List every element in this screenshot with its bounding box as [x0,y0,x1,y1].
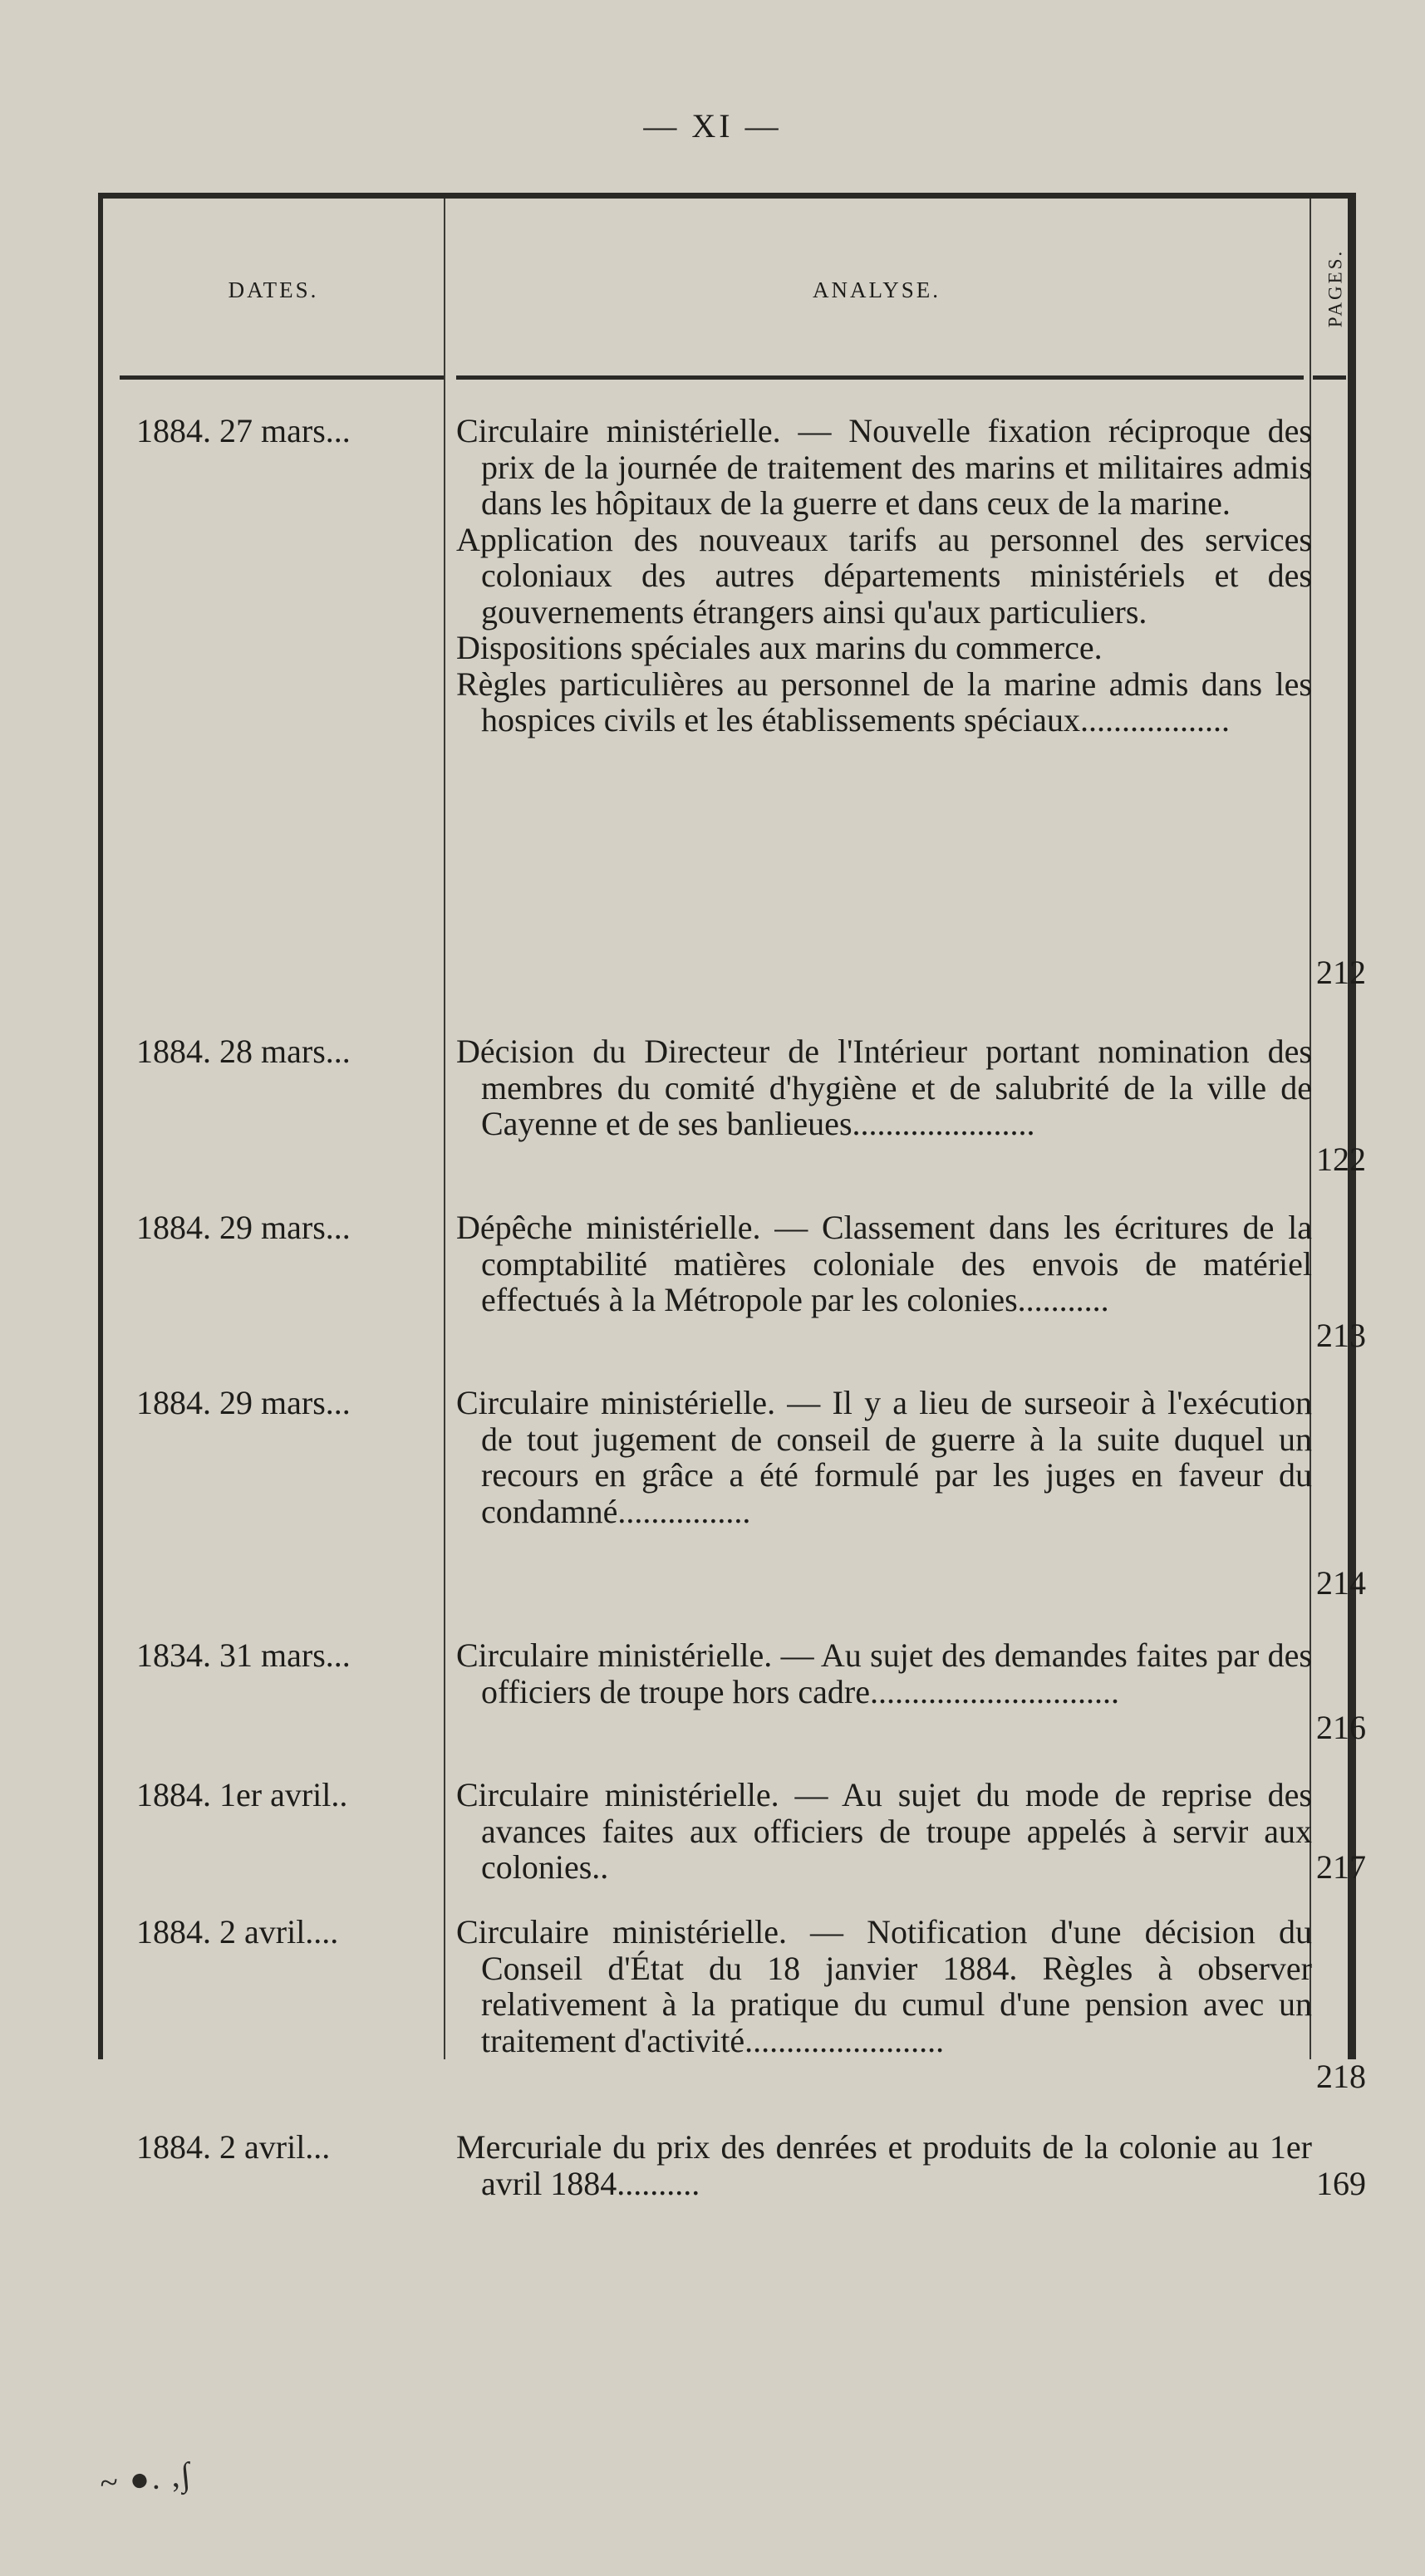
header-pages [1324,223,1346,352]
index-table [98,193,1366,2202]
entry-paragraph: Application des nouveaux tarifs au personnel des services coloniaux des autres départements ministériels et des gouvernements étrangers ainsi qu'aux particuliers. [456,520,1312,631]
entry-paragraph: Mercuriale du prix des denrées et produits de la colonie au 1er avril 1884.......... [456,2128,1312,2202]
entry-analyse [456,1777,1312,1886]
entry-date: 1834. 31 mars... [136,1636,351,1674]
entry-paragraph: Décision du Directeur de l'Intérieur portant nomination des membres du comité d'hygiène et de salubrité de la ville de Cayenne et de ses banlieues...................... [456,1033,1312,1142]
ink-smudge-mark: ~ ●. ,∫ [97,2455,194,2502]
entry-paragraph: Circulaire ministérielle. — Il y a lieu de surseoir à l'exécution de tout jugement de conseil de guerre à la suite duquel un recours en grâce a été formulé par les juges en faveur du condamné................ [456,1384,1312,1530]
entry-analyse [456,2129,1312,2201]
entry-analyse [456,1637,1312,1710]
header-pages-label: PAGES. [1324,248,1345,327]
header-dates: DATES. [228,277,319,302]
entry-date: 1884. 1er avril.. [136,1776,348,1813]
entry-date: 1884. 28 mars... [136,1033,351,1070]
entry-analyse [456,1385,1312,1529]
header-rule-dates [120,375,444,380]
entry-page: 214 [1316,1564,1366,1602]
entry-paragraph: Circulaire ministérielle. — Notification d'une décision du Conseil d'État du 18 janvier 1884. Règles à observer relativement à la pratique du cumul d'une pension avec un traitement d'activité........................ [456,1913,1312,2059]
entry-paragraph: Circulaire ministérielle. — Au sujet du mode de reprise des avances faites aux officiers de troupe appelés à servir aux colonies.. [456,1776,1312,1886]
entry-page: 217 [1316,1848,1366,1886]
entry-paragraph: Circulaire ministérielle. — Nouvelle fixation réciproque des prix de la journée de traitement des marins et militaires admis dans les hôpitaux de la guerre et dans ceux de la marine. [456,412,1312,522]
page-number: — XI — [643,107,782,145]
header-rule-analyse [456,375,1304,380]
entry-page: 216 [1316,1709,1366,1746]
entry-date: 1884. 27 mars... [136,412,351,449]
header-rule-pages [1313,375,1346,380]
entry-page: 213 [1316,1317,1366,1354]
entry-analyse [456,1033,1312,1142]
entry-date: 1884. 29 mars... [136,1384,351,1421]
entry-date: 1884. 2 avril... [136,2128,331,2166]
entry-page: 169 [1316,2165,1366,2202]
entry-paragraph: Circulaire ministérielle. — Au sujet des demandes faites par des officiers de troupe hors cadre.............................. [456,1636,1312,1710]
entry-paragraph: Règles particulières au personnel de la marine admis dans les hospices civils et les établissements spéciaux.................. [456,665,1312,738]
entry-analyse [456,413,1312,738]
entry-date: 1884. 2 avril.... [136,1913,339,1950]
entry-analyse [456,1209,1312,1318]
entry-date: 1884. 29 mars... [136,1209,351,1246]
header-analyse: ANALYSE. [812,277,941,302]
entry-page: 212 [1316,954,1366,991]
entry-page: 122 [1316,1141,1366,1178]
entry-page: 218 [1316,2058,1366,2095]
entry-paragraph: Dispositions spéciales aux marins du commerce. [456,629,1103,666]
entry-paragraph: Dépêche ministérielle. — Classement dans les écritures de la comptabilité matières coloniale des envois de matériel effectués à la Métropole par les colonies........... [456,1209,1312,1318]
entry-analyse [456,1914,1312,2058]
column-divider-dates [444,199,445,2059]
